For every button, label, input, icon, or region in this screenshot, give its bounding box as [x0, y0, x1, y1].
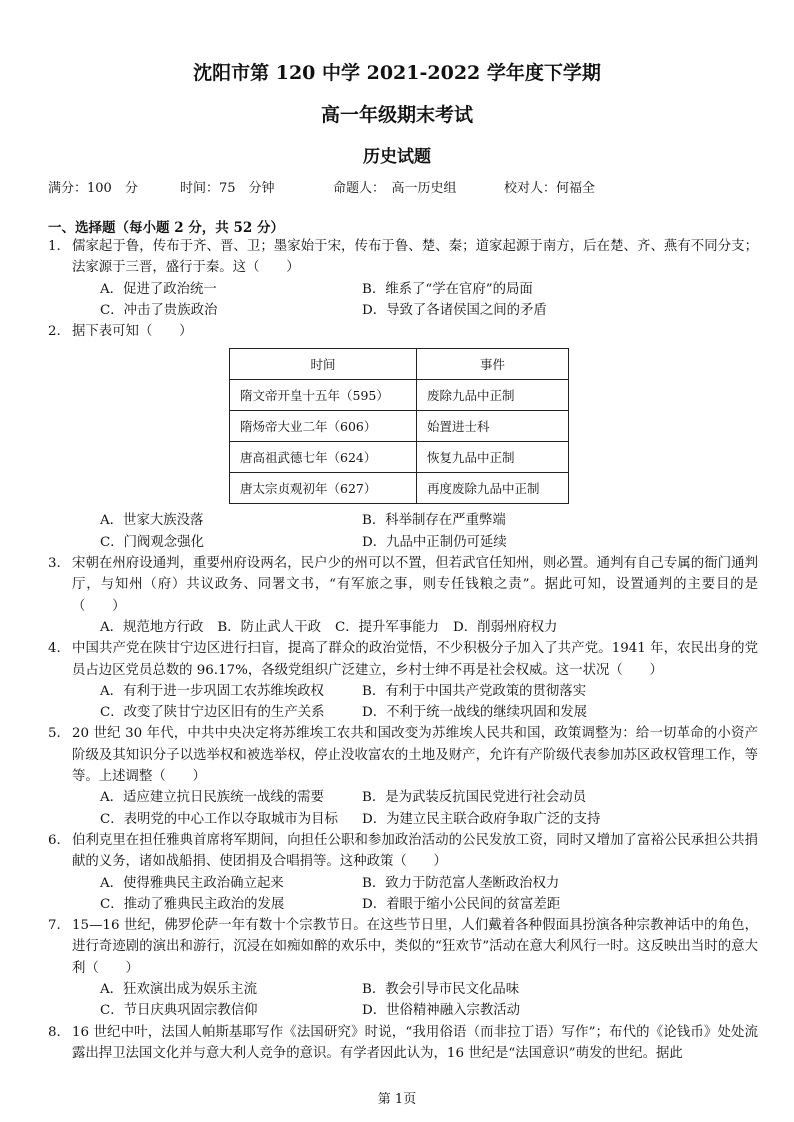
question-number: 8. — [48, 1024, 61, 1040]
question-3 — [48, 553, 758, 638]
table-cell: 唐太宗贞观初年（627） — [230, 473, 417, 504]
table-cell: 恢复九品中正制 — [417, 442, 569, 473]
question-number: 1. — [48, 239, 61, 254]
option-b: B．是为武装反抗国民党进行社会动员 — [362, 790, 587, 806]
option-d: D．削弱州府权力 — [452, 619, 558, 635]
question-1 — [48, 236, 758, 321]
table-cell: 废除九品中正制 — [417, 380, 569, 411]
question-stem: 16 世纪中叶，法国人帕斯基耶写作《法国研究》时说，“我用俗语（而非拉丁语）写作”；布代的《论钱币》处处流露出捍卫法国文化并与意大利人竞争的意识。有学者因此认为，16 世纪是“法国意识”萌发的世纪。据此 — [72, 1024, 758, 1061]
question-stem: 据下表可知（ ） — [72, 324, 193, 340]
question-number: 2. — [48, 324, 61, 340]
table-cell: 隋炀帝大业二年（606） — [230, 411, 417, 442]
table-cell: 隋文帝开皇十五年（595） — [230, 380, 417, 411]
question-stem: 15—16 世纪，佛罗伦萨一年有数十个宗教节日。在这些节日里，人们戴着各种假面具扮演各种宗教神话中的角色，进行奇迹剧的演出和游行，沉浸在如痴如醉的欢乐中，类似的“狂欢节”活动在意大利风行一时。这反映出当时的意大利（ ） — [72, 918, 758, 976]
exam-proofreader: 校对人：何福全 — [504, 181, 596, 196]
table-header-cell: 事件 — [417, 349, 569, 380]
option-a: A．狂欢演出成为娱乐主流 — [100, 982, 257, 998]
exam-school-title: 沈阳市第 120 中学 2021-2022 学年度下学期 — [193, 62, 601, 84]
option-c: C．提升军事能力 — [334, 619, 439, 635]
table-cell: 再度废除九品中正制 — [417, 473, 569, 504]
option-a: A．促进了政治统一 — [100, 281, 217, 297]
question-list — [48, 236, 758, 1064]
option-a: A．有利于进一步巩固工农苏维埃政权 — [100, 683, 324, 699]
option-c: C．表明党的中心工作以夺取城市为目标 — [100, 811, 338, 827]
table-header-cell: 时间 — [230, 349, 417, 380]
option-a: A．世家大族没落 — [100, 513, 204, 529]
question-4 — [48, 638, 758, 723]
option-b: B．防止武人干政 — [217, 619, 321, 635]
options — [72, 873, 758, 916]
question-2 — [48, 321, 758, 553]
options — [72, 787, 758, 830]
section-heading: 一、选择题（每小题 2 分，共 52 分） — [48, 220, 284, 236]
option-c: C．门阀观念强化 — [100, 534, 204, 550]
option-c: C．推动了雅典民主政治的发展 — [100, 896, 285, 912]
option-b: B．科举制存在严重弊端 — [362, 513, 506, 529]
question-number: 3. — [48, 556, 61, 572]
table-header-row — [230, 349, 569, 380]
option-a: A．规范地方行政 — [100, 619, 204, 635]
question-5 — [48, 723, 758, 829]
table-row — [230, 473, 569, 504]
page-number: 第 1页 — [377, 1092, 417, 1107]
question-stem: 伯利克里在担任雅典首席将军期间，向担任公职和参加政治活动的公民发放工资，同时又增加了富裕公民承担公共捐献的义务，诸如战船捐、使团捐及合唱捐等。这种政策（ ） — [72, 832, 758, 870]
question-stem: 中国共产党在陕甘宁边区进行扫盲，提高了群众的政治觉悟，不少积极分子加入了共产党。1941 年，农民出身的党员占边区党员总数的 96.17%，各级党组织广泛建立，乡村士绅不再是社会权威。这一状况（ ） — [72, 641, 758, 678]
option-a: A．适应建立抗日民族统一战线的需要 — [100, 790, 324, 806]
options — [72, 279, 758, 322]
question-stem: 20 世纪 30 年代，中共中央决定将苏维埃工农共和国改变为苏维埃人民共和国，政策调整为：给一切革命的小资产阶级及其知识分子以选举权和被选举权，停止没收富农的土地及财产，允许有产阶级代表参加苏区政权管理工作，等等。上述调整（ ） — [72, 726, 758, 785]
table-row — [230, 411, 569, 442]
options — [72, 617, 758, 638]
option-b: B．有利于中国共产党政策的贯彻落实 — [362, 683, 587, 699]
question-number: 5. — [48, 726, 61, 742]
exam-table — [229, 348, 569, 504]
exam-time: 时间：75 分钟 — [180, 181, 275, 196]
option-b: B．教会引导市民文化品味 — [362, 982, 520, 998]
subject-title: 历史试题 — [363, 147, 431, 167]
question-number: 4. — [48, 641, 61, 657]
table-cell: 唐高祖武德七年（624） — [230, 442, 417, 473]
option-c: C．改变了陕甘宁边区旧有的生产关系 — [100, 705, 325, 721]
option-c: C．冲击了贵族政治 — [100, 302, 218, 318]
question-6 — [48, 830, 758, 915]
question-number: 7. — [48, 918, 61, 934]
question-stem: 宋朝在州府设通判，重要州府设两名，民户少的州可以不置，但若武官任知州，则必置。通判有自己专属的衙门通判厅，与知州（府）共议政务、同署文书，“有军旅之事，则专任钱粮之责”。据此可知，设置通判的主要目的是（ ） — [72, 556, 758, 614]
table-row — [230, 442, 569, 473]
option-d: D．九品中正制仍可延续 — [362, 534, 507, 550]
question-8 — [48, 1022, 758, 1065]
option-a: A．使得雅典民主政治确立起来 — [100, 875, 284, 891]
option-d: D．导致了各诸侯国之间的矛盾 — [362, 302, 547, 318]
table-cell: 始置进士科 — [417, 411, 569, 442]
exam-author: 命题人： 高一历史组 — [333, 181, 457, 196]
option-d: D．为建立民主联合政府争取广泛的支持 — [362, 811, 601, 827]
exam-title: 高一年级期末考试 — [320, 104, 473, 126]
option-d: D．不利于统一战线的继续巩固和发展 — [362, 705, 587, 721]
table-row — [230, 380, 569, 411]
option-d: D．着眼于缩小公民间的贫富差距 — [362, 896, 561, 912]
option-b: B．维系了“学在官府”的局面 — [362, 281, 533, 297]
option-c: C．节日庆典巩固宗教信仰 — [100, 1003, 258, 1019]
question-number: 6. — [48, 832, 61, 848]
options — [72, 510, 758, 553]
option-d: D．世俗精神融入宗教活动 — [362, 1003, 521, 1019]
option-b: B．致力于防范富人垄断政治权力 — [362, 875, 560, 891]
options — [72, 681, 758, 724]
options — [72, 979, 758, 1022]
question-7 — [48, 915, 758, 1021]
full-score: 满分：100 分 — [48, 181, 138, 196]
question-stem: 儒家起于鲁，传布于齐、晋、卫；墨家始于宋，传布于鲁、楚、秦；道家起源于南方，后在楚、齐、燕有不同分支；法家源于三晋，盛行于秦。这（ ） — [72, 239, 758, 276]
